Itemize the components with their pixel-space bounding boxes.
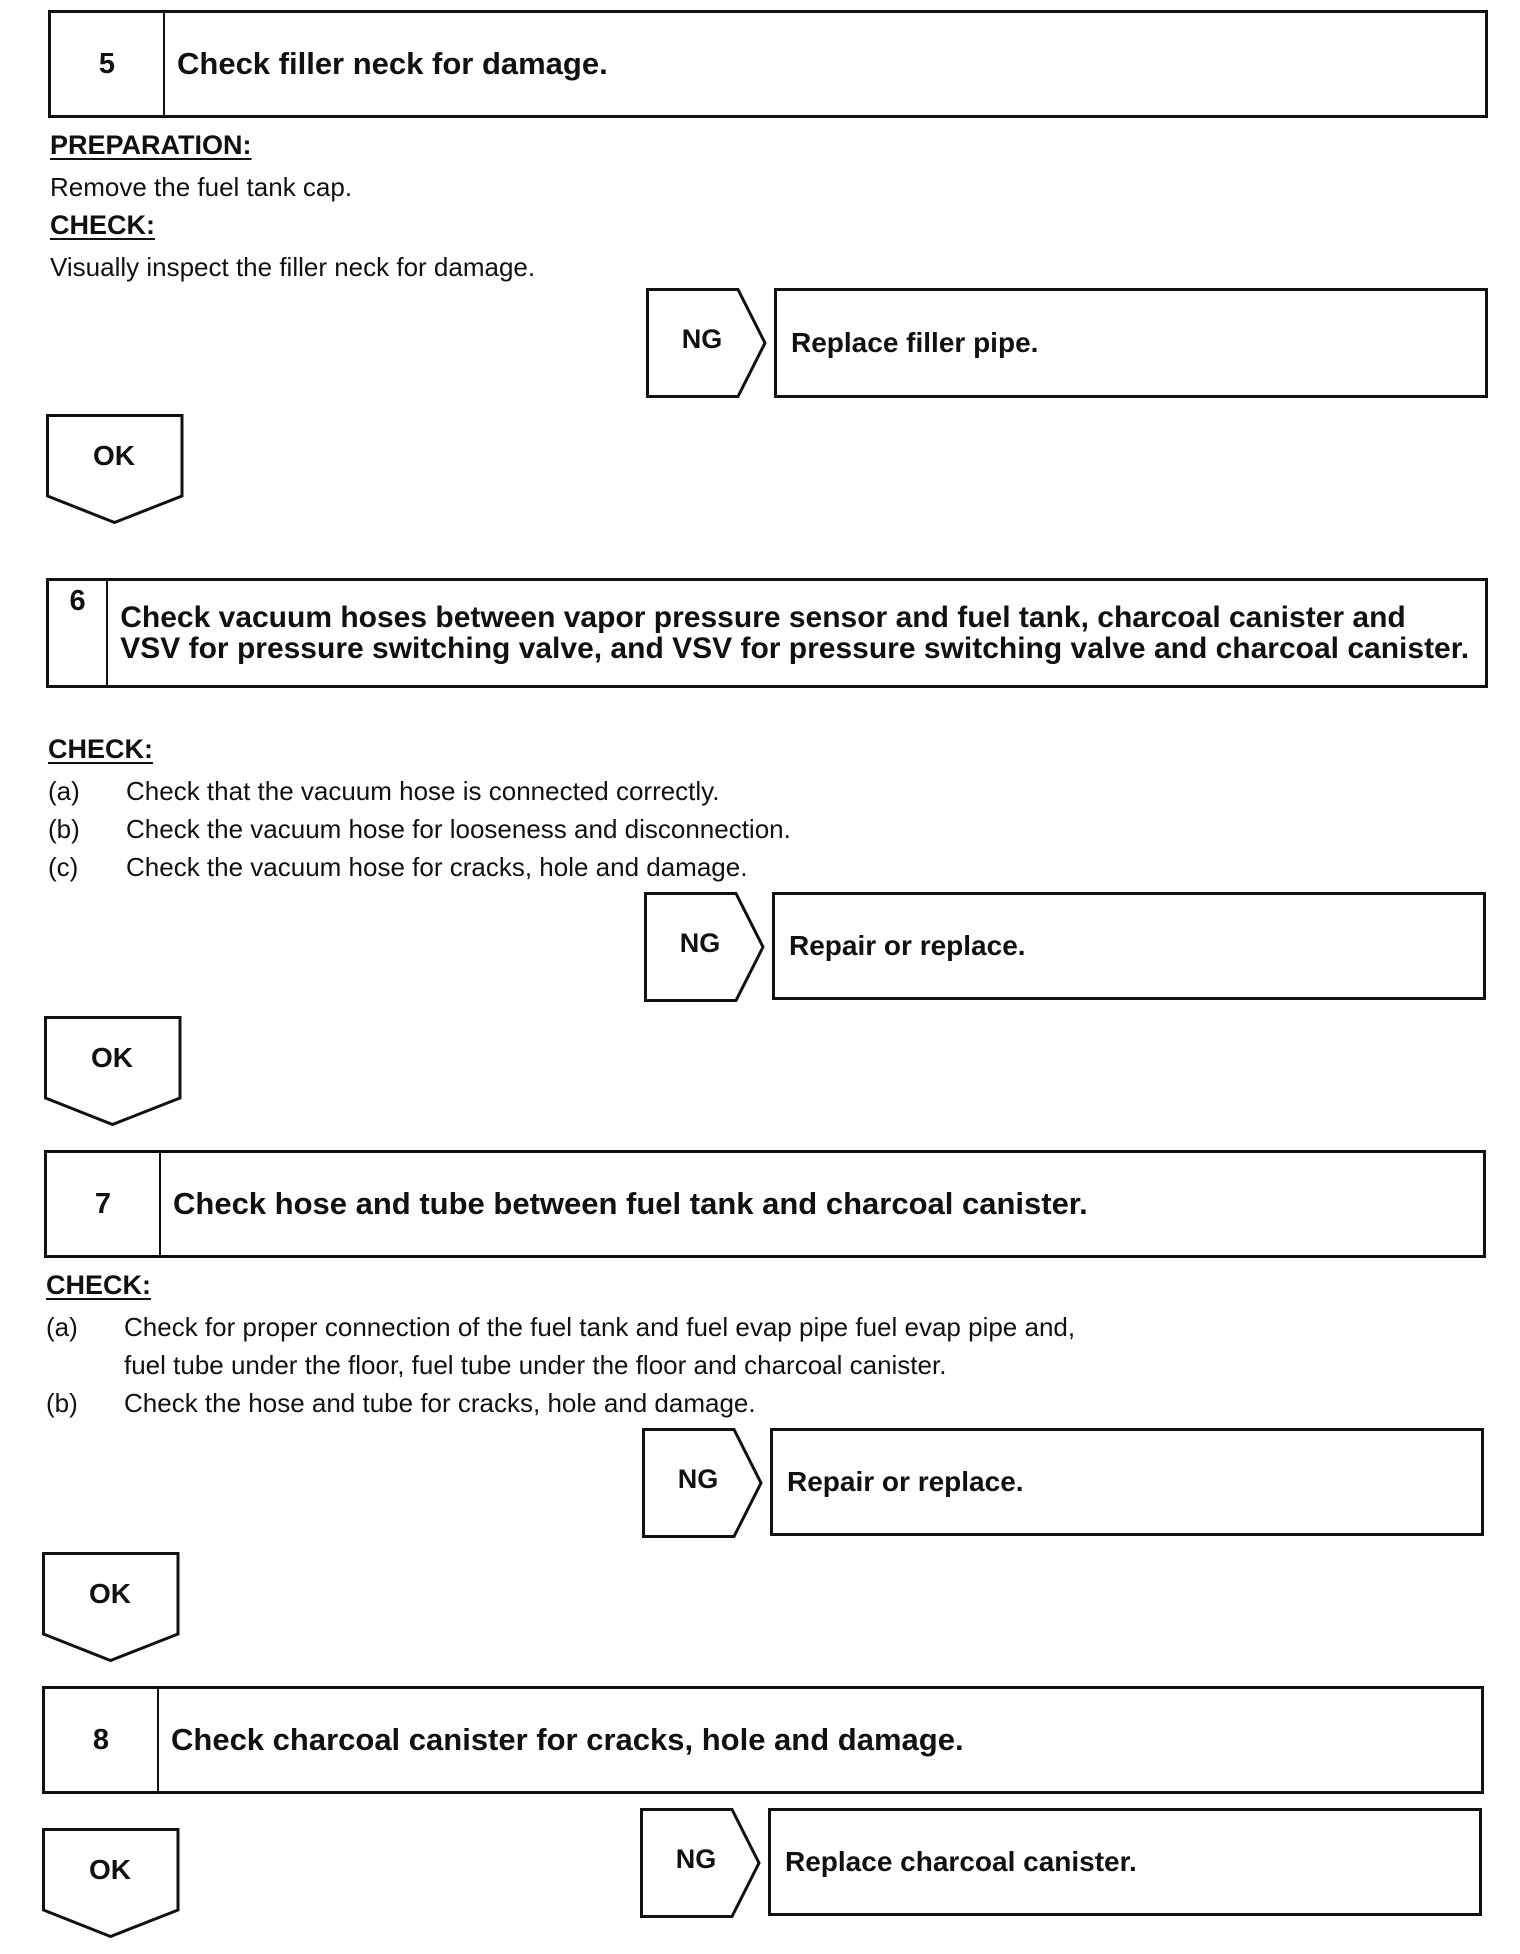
- ok-arrow: [42, 1552, 182, 1662]
- step-number: 6: [49, 581, 108, 685]
- step-number: 5: [51, 13, 165, 115]
- step-6-header: [46, 578, 1488, 688]
- check-item: [46, 1388, 756, 1419]
- item-marker: (b): [48, 814, 80, 844]
- step-title: Check hose and tube between fuel tank and charcoal canister.: [173, 1185, 1088, 1221]
- check-text: Visually inspect the filler neck for damage.: [50, 252, 536, 282]
- item-text: Check that the vacuum hose is connected correctly.: [126, 776, 720, 806]
- ok-arrow: [46, 414, 186, 524]
- ng-action-box: Repair or replace.: [772, 892, 1486, 1000]
- ng-label: NG: [677, 1464, 719, 1494]
- ok-arrow: [44, 1016, 184, 1126]
- check-item: [48, 776, 719, 807]
- ng-label: NG: [675, 1844, 717, 1874]
- item-marker: (c): [48, 852, 79, 882]
- ok-label: OK: [93, 440, 135, 471]
- item-text: Check the hose and tube for cracks, hole and damage.: [124, 1388, 756, 1418]
- item-marker: (b): [46, 1388, 78, 1418]
- ng-arrow: [644, 892, 766, 1002]
- step-7-header: [44, 1150, 1486, 1258]
- ng-action-box: Replace filler pipe.: [774, 288, 1488, 398]
- ng-arrow: [640, 1808, 762, 1918]
- item-text-continuation: fuel tube under the floor, fuel tube under the floor and charcoal canister.: [124, 1350, 947, 1380]
- item-text: Check the vacuum hose for looseness and disconnection.: [126, 814, 791, 844]
- ng-arrow: [642, 1428, 764, 1538]
- ok-label: OK: [91, 1042, 133, 1073]
- check-label: CHECK:: [48, 734, 153, 764]
- ok-label: OK: [89, 1854, 131, 1885]
- ok-label: OK: [89, 1578, 131, 1609]
- preparation-label: PREPARATION:: [50, 130, 252, 160]
- item-marker: (a): [46, 1312, 78, 1342]
- item-marker: (a): [48, 776, 80, 806]
- check-item: [48, 814, 791, 845]
- preparation-text: Remove the fuel tank cap.: [50, 172, 353, 202]
- step-title: Check charcoal canister for cracks, hole and damage.: [171, 1721, 964, 1757]
- ng-label: NG: [679, 928, 721, 958]
- step-title: Check vacuum hoses between vapor pressure sensor and fuel tank, charcoal canister and VSV for pressure switching valve, and VSV for pressure switching valve and charcoal canister.: [120, 600, 1470, 665]
- ok-arrow: [42, 1828, 182, 1938]
- item-text: Check for proper connection of the fuel tank and fuel evap pipe fuel evap pipe and,: [124, 1312, 1076, 1342]
- check-label: CHECK:: [50, 210, 155, 240]
- check-item: [48, 852, 747, 883]
- ng-arrow: [646, 288, 768, 398]
- ng-action-box: Repair or replace.: [770, 1428, 1484, 1536]
- step-8-header: [42, 1686, 1484, 1794]
- check-label: CHECK:: [46, 1270, 151, 1300]
- step-title: Check filler neck for damage.: [177, 45, 608, 81]
- step-number: 8: [45, 1689, 159, 1791]
- item-text: Check the vacuum hose for cracks, hole and damage.: [126, 852, 748, 882]
- step-5-header: [48, 10, 1488, 118]
- check-item: [46, 1312, 1075, 1343]
- ng-label: NG: [681, 324, 723, 354]
- step-number: 7: [47, 1153, 161, 1255]
- ng-action-box: Replace charcoal canister.: [768, 1808, 1482, 1916]
